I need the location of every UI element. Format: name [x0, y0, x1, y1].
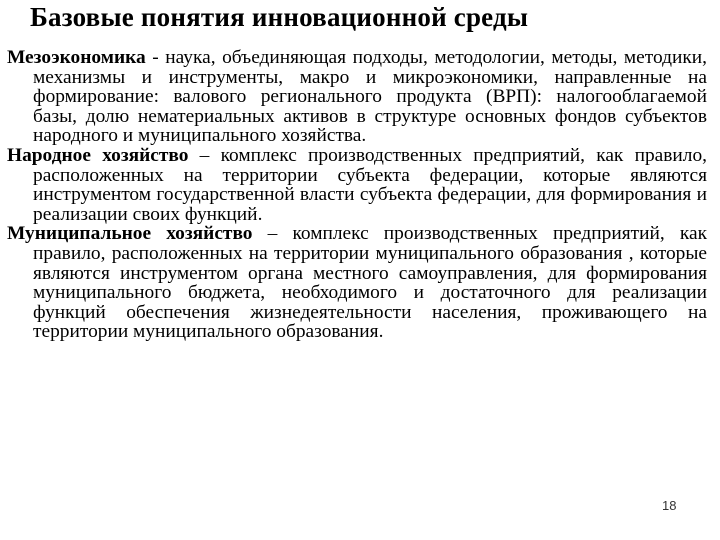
definition-mesoeconomics [7, 48, 707, 146]
definition-text: – комплекс производственных предприятий, как правило, расположенных на территории субъекта федерации, которые являются инструментом государственной власти субъекта федерации, для формирования и реализации своих функций. [33, 144, 707, 225]
definition-term: Муниципальное хозяйство [7, 223, 253, 245]
page-number: 18 [662, 498, 677, 513]
definitions-body [7, 48, 707, 342]
definition-text: - наука, объединяющая подходы, методологии, методы, методики, механизмы и инструменты, макро и микроэкономики, направленные на формирование: валового регионального продукта (ВРП): налогооблагаемой базы, долю нематериальных активов в структуре основных фондов субъектов народного и муниципального хозяйства. [33, 47, 707, 147]
slide-title: Базовые понятия инновационной среды [30, 2, 529, 32]
definition-term: Народное хозяйство [7, 144, 189, 166]
definition-text: – комплекс производственных предприятий, как правило, расположенных на территории муниципального образования , которые являются инструментом органа местного самоуправления, для формирования муниципального бюджета, необходимого и достаточного для реализации функций обеспечения жизнедеятельности населения, проживающего на территории муниципального образования. [33, 223, 707, 343]
definition-national-economy [7, 146, 707, 224]
definition-term: Мезоэкономика [7, 47, 146, 68]
definition-municipal-economy [7, 224, 707, 342]
